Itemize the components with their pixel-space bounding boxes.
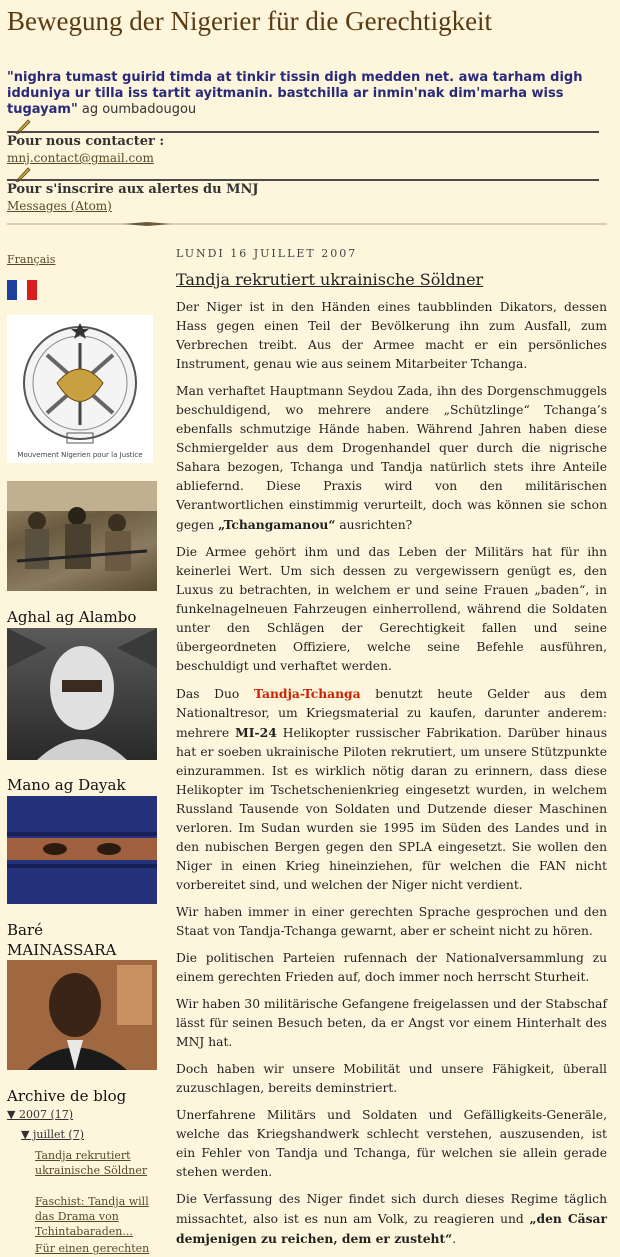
atom-feed-link[interactable]: Messages (Atom) bbox=[7, 199, 112, 213]
post-paragraph: Doch haben wir unsere Mobilität und unsere Fähigkeit, überall zuzuschlagen, bereits deminstriert. bbox=[176, 1062, 607, 1095]
contact-email-link[interactable]: mnj.contact@gmail.com bbox=[7, 151, 154, 165]
post-paragraph bbox=[176, 1190, 607, 1249]
post-date: LUNDI 16 JUILLET 2007 bbox=[176, 247, 358, 260]
ornament-divider bbox=[7, 221, 607, 227]
post-paragraph: Die politischen Parteien rufennach der Nationalversammlung zu einem gerechten Frieden auf, doch immer noch herrscht Sturheit. bbox=[176, 951, 607, 984]
paragraph-text: Helikopter russischer Fabrikation. Darüber hinaus hat er soeben ukrainische Piloten rekrutiert, um unsere Stützpunkte einzurammen. Ist es wirklich nötig daran zu erinnern, dass diese Helikopter im Tschetschenienkrieg eingesetzt wurden, in welchem Russland Tausende von Soldaten und Dutzende dieser Maschinen verloren. Im Sudan wurden sie 1995 im Süden des Landes und in den nubischen Bergen gegen den SPLA eingesetzt. Sie wollen den Niger in einen Krieg hineinziehen, für welchen die FAN nicht vorbereitet sind, und welchen der Niger nicht verdient. bbox=[176, 726, 608, 892]
paragraph-text: benutzt heute Gelder aus dem Nationaltresor, um Kriegsmaterial zu kaufen, darunter anderem: mehrere bbox=[176, 687, 607, 740]
post-paragraph: Wir haben 30 militärische Gefangene freigelassen und der Stabschaf lässt für seinen Besuch beten, da er Angst vor einem Hinterhalt des MNJ hat. bbox=[176, 997, 607, 1049]
archive-title: Archive de blog bbox=[7, 1087, 127, 1105]
motto-text: "nighra tumast guirid timda at tinkir tissin digh medden net. awa tarham digh idduniya ur tilla iss tartit ayitmanin. bastchilla ar inmin'nak dim'marha wiss tugayam" bbox=[7, 70, 583, 117]
french-flag-icon[interactable] bbox=[7, 280, 37, 300]
archive-year-2007[interactable]: ▼ 2007 (17) bbox=[7, 1108, 74, 1121]
bold-phrase: „den Cäsar demjenigen zu reichen, dem er zusteht“ bbox=[176, 1211, 607, 1246]
paragraph-text: ausrichten? bbox=[335, 518, 413, 532]
post-paragraph: Der Niger ist in den Händen eines taubblinden Dikators, dessen Hass gegen einen Teil der Bevölkerung ihn zum Ausfall, zum Verbrechen treibt. Aus der Armee macht er ein persönliches Instrument, genau wie aus seinem Mitarbeiter Tchanga. bbox=[176, 300, 607, 371]
blog-header bbox=[0, 0, 620, 228]
fighters-photo[interactable] bbox=[7, 481, 157, 591]
blog-motto bbox=[7, 70, 607, 118]
paragraph-text: Man verhaftet Hauptmann Seydou Zada, ihn des Dorgenschmuggels beschuldigend, wo mehrere andere „Schützlinge“ Tchanga’s ebenfalls schmutzige Hände haben. Während Jahren haben diese Schmiergelder aus dem Drogenhandel quer durch die nigrische Sahara bezogen, Tchanga und Tandja natürlich stets ihre Anteile abliefernd. Diese Praxis wird von den militärischen Verantwortlichen einstimmig verurteilt, doch was können sie schon gegen bbox=[176, 384, 607, 532]
blog-title[interactable]: Bewegung der Nigerier für die Gerechtigkeit bbox=[7, 6, 493, 36]
paragraph-text: Die Verfassung des Niger findet sich durch dieses Regime täglich missachtet, also ist es nun am Volk, zu reagieren und bbox=[176, 1192, 607, 1226]
header-rule bbox=[7, 179, 599, 181]
alerts-label: Pour s'inscrire aux alertes du MNJ bbox=[7, 182, 259, 197]
mnj-logo[interactable] bbox=[7, 315, 153, 463]
archive-post-link[interactable]: Faschist: Tandja will das Drama von Tchintabaraden... bbox=[35, 1195, 149, 1238]
archive-post-link[interactable]: Für einen gerechten bbox=[35, 1242, 150, 1255]
post-title[interactable]: Tandja rekrutiert ukrainische Söldner bbox=[176, 270, 484, 289]
archive-month-juillet[interactable]: ▼ juillet (7) bbox=[21, 1128, 85, 1141]
language-link-french[interactable]: Français bbox=[7, 253, 56, 266]
post-paragraph: Unerfahrene Militärs und Soldaten und Gefälligkeits-Generäle, welche das Kriegshandwerk schlecht verstehen, auszusenden, ist ein Fehler von Tandja und Tchanga, für welchen sie allein gerade stehen werden. bbox=[176, 1108, 607, 1179]
paragraph-text: Das Duo bbox=[176, 687, 240, 701]
paragraph-text: . bbox=[452, 1232, 457, 1246]
mano-photo[interactable] bbox=[7, 796, 157, 904]
contact-label: Pour nous contacter : bbox=[7, 134, 165, 149]
motto-author: ag oumbadougou bbox=[77, 102, 197, 117]
bold-phrase: MI-24 bbox=[235, 725, 277, 740]
post-paragraph: Die Armee gehört ihm und das Leben der Militärs hat für ihn keinerlei Wert. Um sich dessen zu vergewissern genügt es, den Luxus zu betrachten, in welchem er und seine Frauen „baden“, in funkelnagelneuen Fahrzeugen einherrollend, während die Soldaten unter den Schlägen der Gerechtigkeit fallen und seine übergeordneten Offiziere, welche seine Befehle ausführen, beschuldigt und verhaftet werden. bbox=[176, 545, 607, 673]
profile-name-mano: Mano ag Dayak bbox=[7, 776, 126, 794]
header-rule bbox=[7, 131, 599, 133]
bare-photo[interactable] bbox=[7, 960, 157, 1070]
aghal-photo[interactable] bbox=[7, 628, 157, 760]
profile-name-bare: Baré MAINASSARA bbox=[7, 921, 117, 959]
profile-name-aghal: Aghal ag Alambo bbox=[7, 608, 137, 626]
logo-caption: Mouvement Nigerien pour la Justice bbox=[17, 451, 143, 459]
post-paragraph bbox=[176, 684, 607, 895]
post-paragraph: Wir haben immer in einer gerechten Sprache gesprochen und den Staat von Tandja-Tchanga gewarnt, aber er scheint nicht zu hören. bbox=[176, 905, 607, 938]
bold-phrase: „Tchangamanou“ bbox=[218, 517, 336, 532]
archive-post-link[interactable]: Tandja rekrutiert ukrainische Söldner bbox=[35, 1149, 148, 1177]
post-paragraph bbox=[176, 382, 607, 535]
post-body bbox=[176, 298, 607, 1257]
highlight-name: Tandja-Tchanga bbox=[254, 686, 361, 701]
